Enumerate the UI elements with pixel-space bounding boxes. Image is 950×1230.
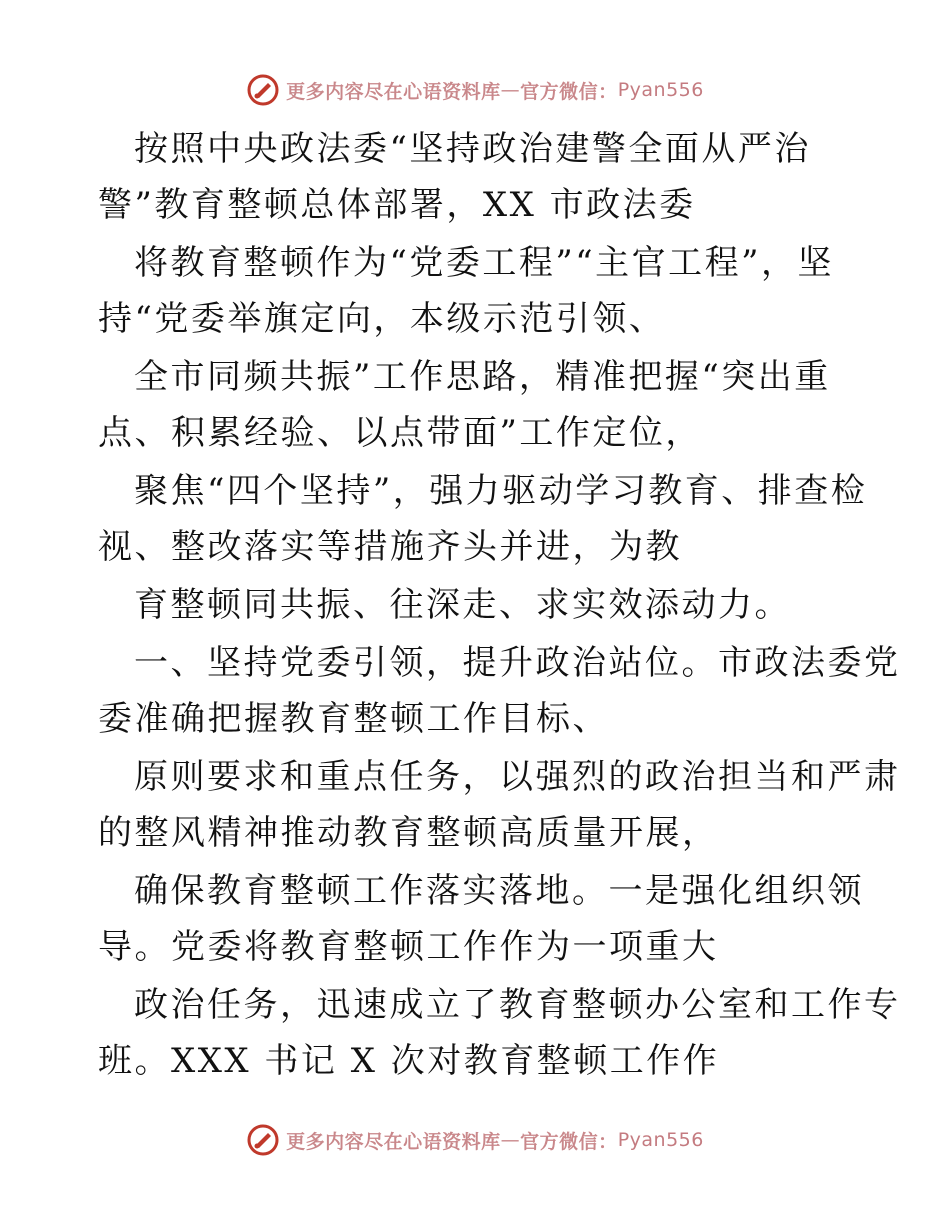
watermark-brand: 更多内容尽在心语资料库 — [286, 1130, 501, 1153]
text-line: 警”教育整顿总体部署，XX 市政法委 — [98, 185, 696, 225]
watermark-separator: — — [500, 79, 521, 101]
text-line: 视、整改落实等措施齐头并进，为教 — [98, 527, 682, 567]
text-line: 一、坚持党委引领，提升政治站位。市政法委党 — [134, 643, 901, 683]
text-line: 持“党委举旗定向，本级示范引领、 — [98, 299, 666, 339]
text-line: 导。党委将教育整顿工作作为一项重大 — [98, 927, 719, 967]
text-line: 委准确把握教育整顿工作目标、 — [98, 699, 609, 739]
text-line: 聚焦“四个坚持”，强力驱动学习教育、排查检 — [134, 471, 868, 511]
watermark-contact-label: 官方微信： — [520, 80, 618, 103]
text-line: 的整风精神推动教育整顿高质量开展， — [98, 813, 719, 853]
text-line: 确保教育整顿工作落实落地。一是强化组织领 — [134, 871, 864, 911]
watermark-contact-label: 官方微信： — [520, 1130, 618, 1153]
text-line: 政治任务，迅速成立了教育整顿办公室和工作专 — [134, 985, 901, 1025]
brand-logo-icon — [246, 73, 280, 107]
text-line: 将教育整顿作为“党委工程”“主官工程”，坚 — [134, 243, 835, 283]
text-line: 原则要求和重点任务，以强烈的政治担当和严肃 — [134, 757, 901, 797]
watermark-brand: 更多内容尽在心语资料库 — [286, 80, 501, 103]
text-line: 全市同频共振”工作思路，精准把握“突出重 — [134, 357, 831, 397]
watermark-contact-id: Pyan556 — [617, 1129, 704, 1151]
text-line: 育整顿同共振、往深走、求实效添动力。 — [134, 585, 791, 625]
brand-logo-icon — [246, 1123, 280, 1157]
text-line: 班。XXX 书记 X 次对教育整顿工作作 — [98, 1041, 720, 1081]
watermark-separator: — — [500, 1129, 521, 1151]
text-line: 点、积累经验、以点带面”工作定位， — [98, 413, 702, 453]
footer-watermark — [0, 1120, 950, 1160]
text-line: 按照中央政法委“坚持政治建警全面从严治 — [134, 129, 811, 169]
header-watermark — [0, 70, 950, 110]
watermark-contact-id: Pyan556 — [617, 79, 704, 101]
